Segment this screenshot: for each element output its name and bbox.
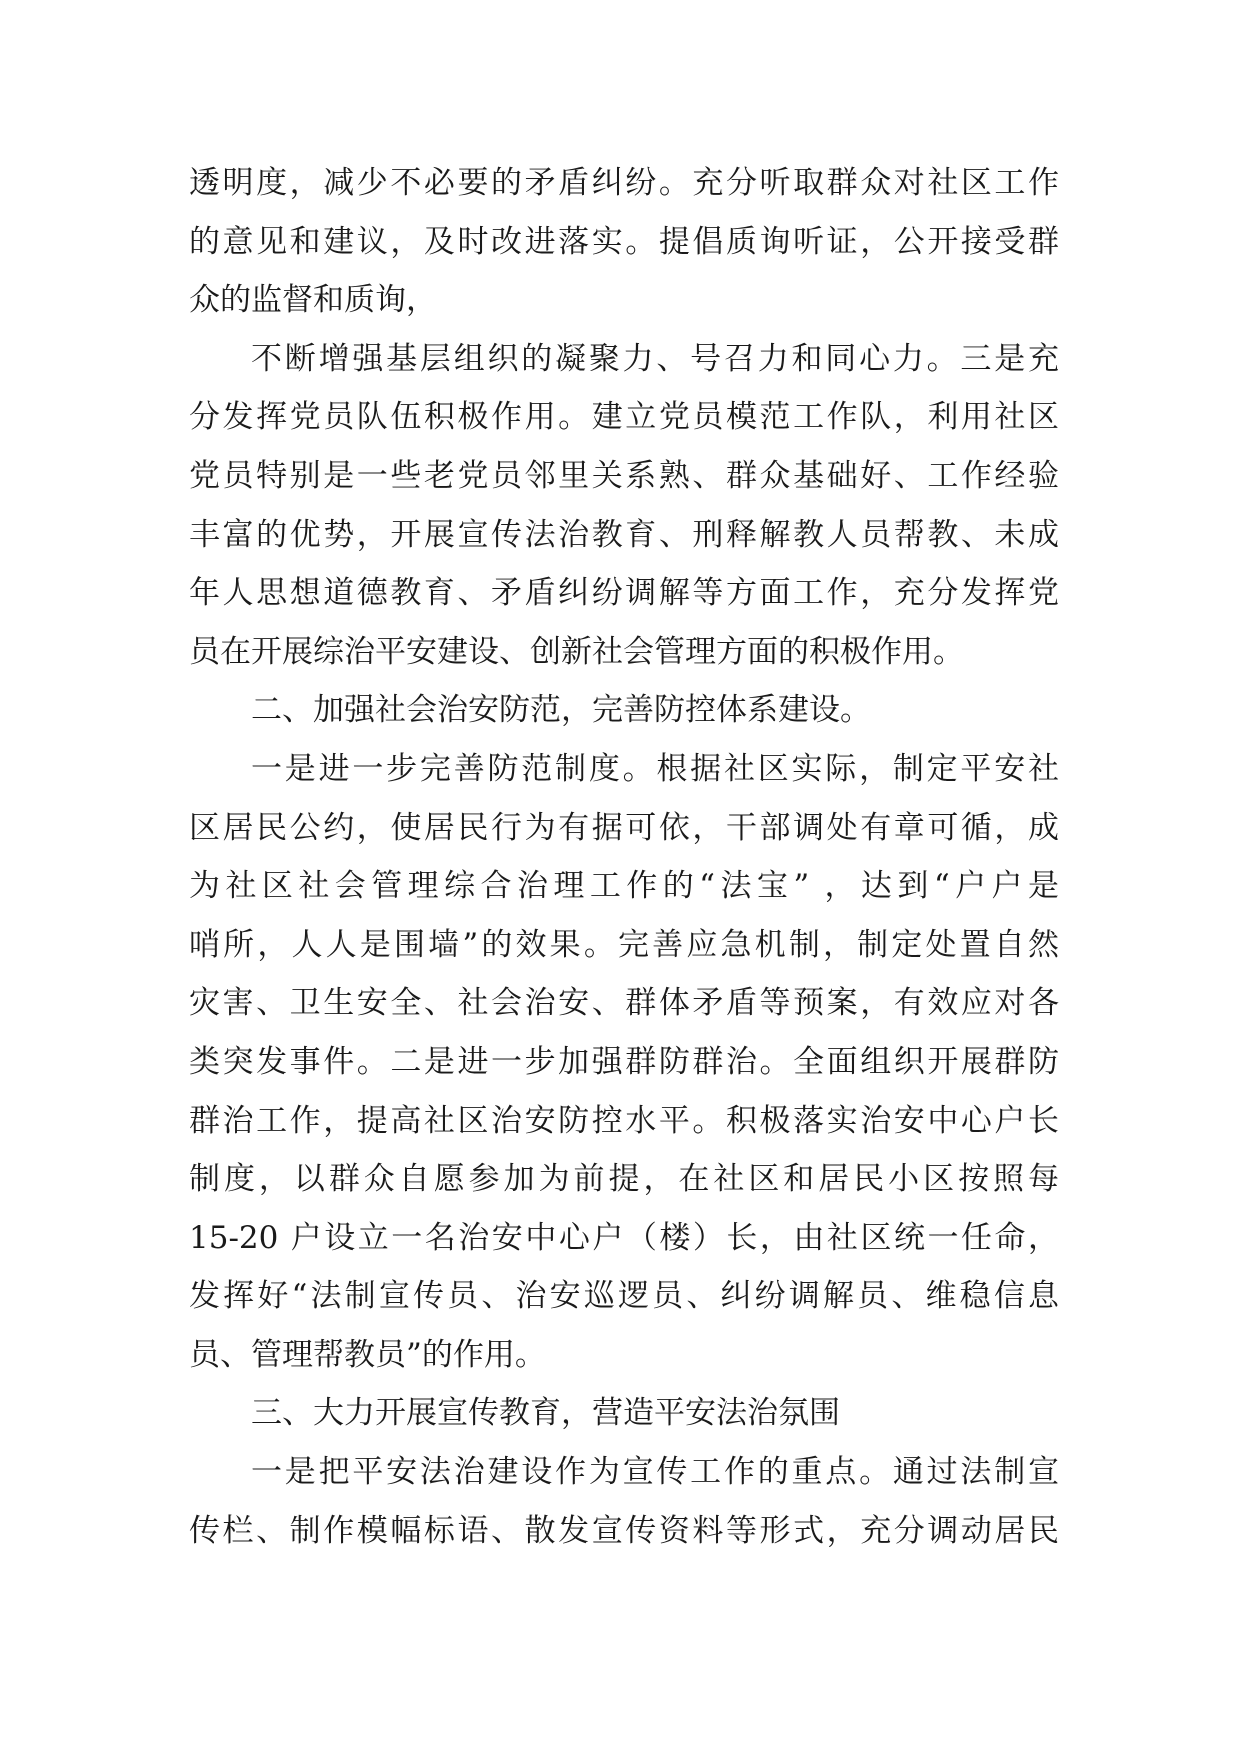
text-line: 员在开展综治平安建设、创新社会管理方面的积极作用。: [189, 633, 964, 670]
text-line: 类突发事件。二是进一步加强群防群治。全面组织开展群防: [189, 1043, 1059, 1080]
text-line: 二、加强社会治安防范，完善防控体系建设。: [251, 692, 871, 729]
text-line: 传栏、制作模幅标语、散发宣传资料等形式，充分调动居民: [189, 1512, 1059, 1549]
text-line: 制度，以群众自愿参加为前提，在社区和居民小区按照每: [189, 1161, 1059, 1198]
text-line: 三、大力开展宣传教育，营造平安法治氛围: [251, 1395, 840, 1432]
text-line: 分发挥党员队伍积极作用。建立党员模范工作队，利用社区: [189, 399, 1059, 436]
text-line: 灾害、卫生安全、社会治安、群体矛盾等预案，有效应对各: [189, 985, 1059, 1022]
text-line: 年人思想道德教育、矛盾纠纷调解等方面工作，充分发挥党: [189, 575, 1059, 612]
text-line: 15-20 户设立一名治安中心户（楼）长，由社区统一任命，: [189, 1219, 1059, 1256]
text-line: 丰富的优势，开展宣传法治教育、刑释解教人员帮教、未成: [189, 516, 1059, 553]
text-line: 员、管理帮教员”的作用。: [189, 1336, 546, 1373]
text-line: 为社区社会管理综合治理工作的“法宝” ，达到“户户是: [189, 868, 1059, 905]
text-line: 发挥好“法制宣传员、治安巡逻员、纠纷调解员、维稳信息: [189, 1278, 1059, 1315]
text-line: 不断增强基层组织的凝聚力、号召力和同心力。三是充: [251, 340, 1059, 377]
text-line: 一是进一步完善防范制度。根据社区实际，制定平安社: [251, 750, 1059, 787]
text-line: 透明度，减少不必要的矛盾纠纷。充分听取群众对社区工作: [189, 165, 1059, 201]
text-line: 区居民公约，使居民行为有据可依，干部调处有章可循，成: [189, 809, 1059, 846]
document-body: [189, 154, 1059, 1560]
text-line: 党员特别是一些老党员邻里关系熟、群众基础好、工作经验: [189, 457, 1059, 494]
text-line: 一是把平安法治建设作为宣传工作的重点。通过法制宣: [251, 1454, 1059, 1491]
text-line: 哨所，人人是围墙”的效果。完善应急机制，制定处置自然: [189, 926, 1059, 963]
text-line: 的意见和建议，及时改进落实。提倡质询听证，公开接受群: [189, 223, 1059, 260]
text-line: 众的监督和质询，: [189, 282, 437, 319]
text-line: 群治工作，提高社区治安防控水平。积极落实治安中心户长: [189, 1102, 1059, 1139]
